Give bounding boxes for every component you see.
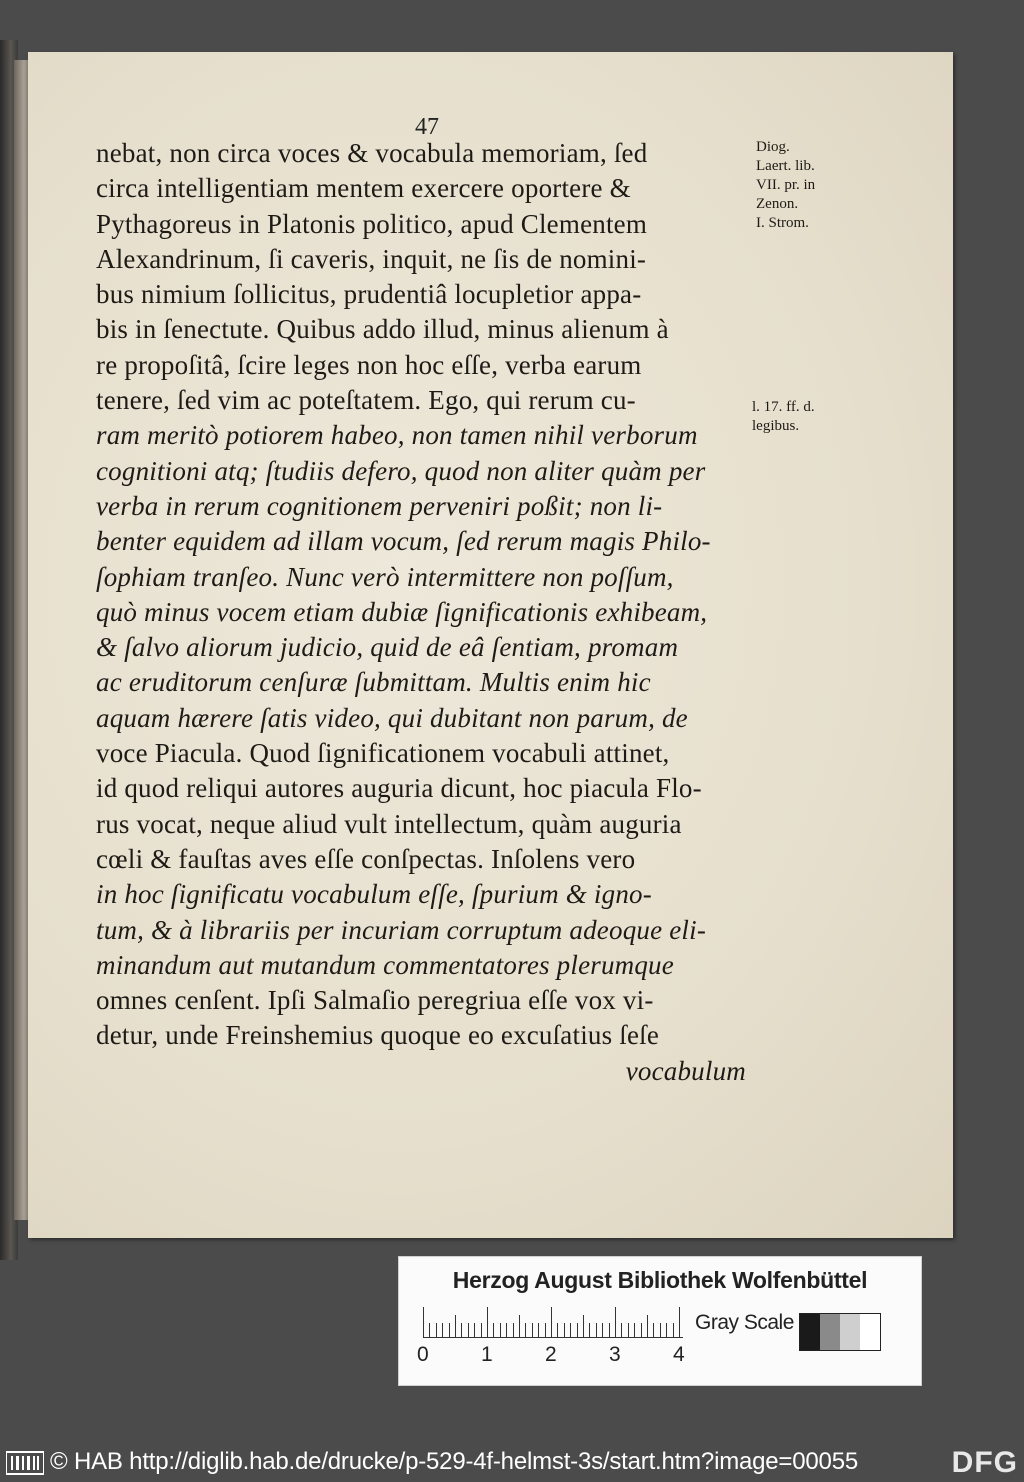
text-line: minandum aut mutandum commentatores plerumque <box>96 949 674 980</box>
ruler-number: 2 <box>545 1343 557 1366</box>
ruler-tick <box>615 1307 616 1337</box>
ruler-tick <box>449 1323 450 1337</box>
previous-page-edge <box>14 60 28 1220</box>
ruler-tick <box>628 1323 629 1337</box>
ruler-tick <box>500 1323 501 1337</box>
ruler-number: 0 <box>417 1343 429 1366</box>
ruler-tick <box>673 1323 674 1337</box>
text-line: re propoſitâ, ſcire leges non hoc eſſe, verba earum <box>96 349 642 380</box>
ruler-tick <box>545 1323 546 1337</box>
text-line: bus nimium ſollicitus, prudentiâ locupletior appa- <box>96 279 642 310</box>
gray-scale-label: Gray Scale <box>695 1311 794 1334</box>
text-line: Alexandrinum, ſi caveris, inquit, ne ſis de nomini- <box>96 243 647 274</box>
text-line: benter equidem ad illam vocum, ſed rerum magis Philo- <box>96 526 711 557</box>
ruler-tick <box>487 1307 488 1337</box>
ruler-tick <box>532 1323 533 1337</box>
text-line: ram meritò potiorem habeo, non tamen nihil verborum <box>96 420 698 451</box>
ruler-tick <box>551 1307 552 1337</box>
text-line: detur, unde Freinshemius quoque eo excuſatius ſeſe <box>96 1020 660 1051</box>
ruler-tick <box>653 1323 654 1337</box>
marginal-note-line: l. 17. ff. d. <box>752 399 815 415</box>
text-line: vocabulum <box>625 1055 746 1086</box>
ruler-number: 1 <box>481 1343 493 1366</box>
ruler-tick <box>660 1323 661 1337</box>
ruler-tick <box>564 1323 565 1337</box>
dfg-logo: DFG <box>951 1446 1018 1479</box>
ruler-tick <box>570 1323 571 1337</box>
ruler-tick <box>468 1323 469 1337</box>
ruler-tick <box>634 1323 635 1337</box>
text-line: tum, & à librariis per incuriam corruptum adeoque eli- <box>96 914 707 945</box>
ruler-tick <box>513 1323 514 1337</box>
text-line: & ſalvo aliorum judicio, quid de eâ ſentiam, promam <box>96 632 679 663</box>
text-line: Pythagoreus in Platonis politico, apud Clementem <box>96 208 648 239</box>
text-line: rus vocat, neque aliud vult intellectum, quàm auguria <box>96 808 682 839</box>
gray-swatch <box>840 1314 860 1350</box>
ruler-tick <box>442 1323 443 1337</box>
ruler-tick <box>621 1323 622 1337</box>
marginal-note-line: Diog. <box>756 139 790 155</box>
ruler-tick <box>538 1323 539 1337</box>
text-line: ac eruditorum cenſuræ ſubmittam. Multis enim hic <box>96 667 651 698</box>
text-line: omnes cenſent. Ipſi Salmaſio peregriua eſſe vox vi- <box>96 985 654 1016</box>
ruler-tick <box>596 1323 597 1337</box>
gray-swatch <box>860 1314 880 1350</box>
copyright-url-link[interactable]: © HAB http://diglib.hab.de/drucke/p-529-4f-helmst-3s/start.htm?image=00055 <box>50 1448 858 1475</box>
marginal-note-line: Laert. lib. <box>756 158 815 174</box>
marginal-note-line: Zenon. <box>756 196 799 212</box>
gray-swatch <box>800 1314 820 1350</box>
measurement-ruler <box>423 1307 683 1338</box>
ruler-tick <box>474 1323 475 1337</box>
ruler-tick <box>641 1323 642 1337</box>
text-line: cœli & fauſtas aves eſſe conſpectas. Inſolens vero <box>96 843 636 874</box>
ruler-number: 3 <box>609 1343 621 1366</box>
text-line: nebat, non circa voces & vocabula memoriam, ſed <box>96 138 648 168</box>
text-line: cognitioni atq; ſtudiis defero, quod non aliter quàm per <box>96 455 706 486</box>
ruler-tick <box>481 1323 482 1337</box>
ruler-tick <box>609 1323 610 1337</box>
ruler-tick <box>602 1323 603 1337</box>
marginal-note-legibus <box>752 398 832 436</box>
gray-scale-swatches <box>799 1313 881 1351</box>
ruler-tick <box>577 1323 578 1337</box>
ruler-tick <box>525 1323 526 1337</box>
ruler-tick <box>436 1323 437 1337</box>
text-line: id quod reliqui autores auguria dicunt, hoc piacula Flo- <box>96 773 702 804</box>
viewer-footer <box>0 1444 1024 1482</box>
page-number: 47 <box>415 114 439 140</box>
ruler-tick <box>589 1323 590 1337</box>
ruler-tick <box>506 1323 507 1337</box>
library-name: Herzog August Bibliothek Wolfenbüttel <box>452 1267 868 1293</box>
marginal-note-line: legibus. <box>752 418 800 434</box>
marginal-note-line: VII. pr. in <box>756 177 816 193</box>
text-line: aquam hærere ſatis video, qui dubitant non parum, de <box>96 702 688 733</box>
ruler-tick <box>647 1315 648 1337</box>
ruler-tick <box>493 1323 494 1337</box>
text-line: ſophiam tranſeo. Nunc verò intermittere non poſſum, <box>96 561 674 592</box>
text-line: bis in ſenectute. Quibus addo illud, minus alienum à <box>96 314 669 345</box>
text-line: verba in rerum cognitionem perveniri poßit; non li- <box>96 490 663 521</box>
ruler-tick <box>423 1307 424 1337</box>
ruler-tick <box>519 1315 520 1337</box>
marginal-note-line: I. Strom. <box>756 215 809 231</box>
marginal-note-diogenes <box>756 138 836 233</box>
hab-barcode-icon <box>6 1450 44 1476</box>
ruler-tick <box>429 1323 430 1337</box>
text-line: tenere, ſed vim ac poteſtatem. Ego, qui rerum cu- <box>96 385 636 416</box>
ruler-tick <box>461 1323 462 1337</box>
library-color-card <box>398 1256 922 1386</box>
ruler-numbers <box>417 1343 697 1369</box>
ruler-tick <box>557 1323 558 1337</box>
ruler-number: 4 <box>673 1343 685 1366</box>
ruler-tick <box>666 1323 667 1337</box>
ruler-tick <box>455 1315 456 1337</box>
gray-swatch <box>820 1314 840 1350</box>
ruler-tick <box>583 1315 584 1337</box>
text-line: voce Piacula. Quod ſignificationem vocabuli attinet, <box>96 738 670 769</box>
text-line: in hoc ſignificatu vocabulum eſſe, ſpurium & igno- <box>96 879 652 910</box>
text-line: circa intelligentiam mentem exercere oportere & <box>96 173 631 204</box>
ruler-tick <box>679 1307 680 1337</box>
page-body-text <box>96 136 748 1089</box>
text-line: quò minus vocem etiam dubiæ ſignificationis exhibeam, <box>96 596 708 627</box>
